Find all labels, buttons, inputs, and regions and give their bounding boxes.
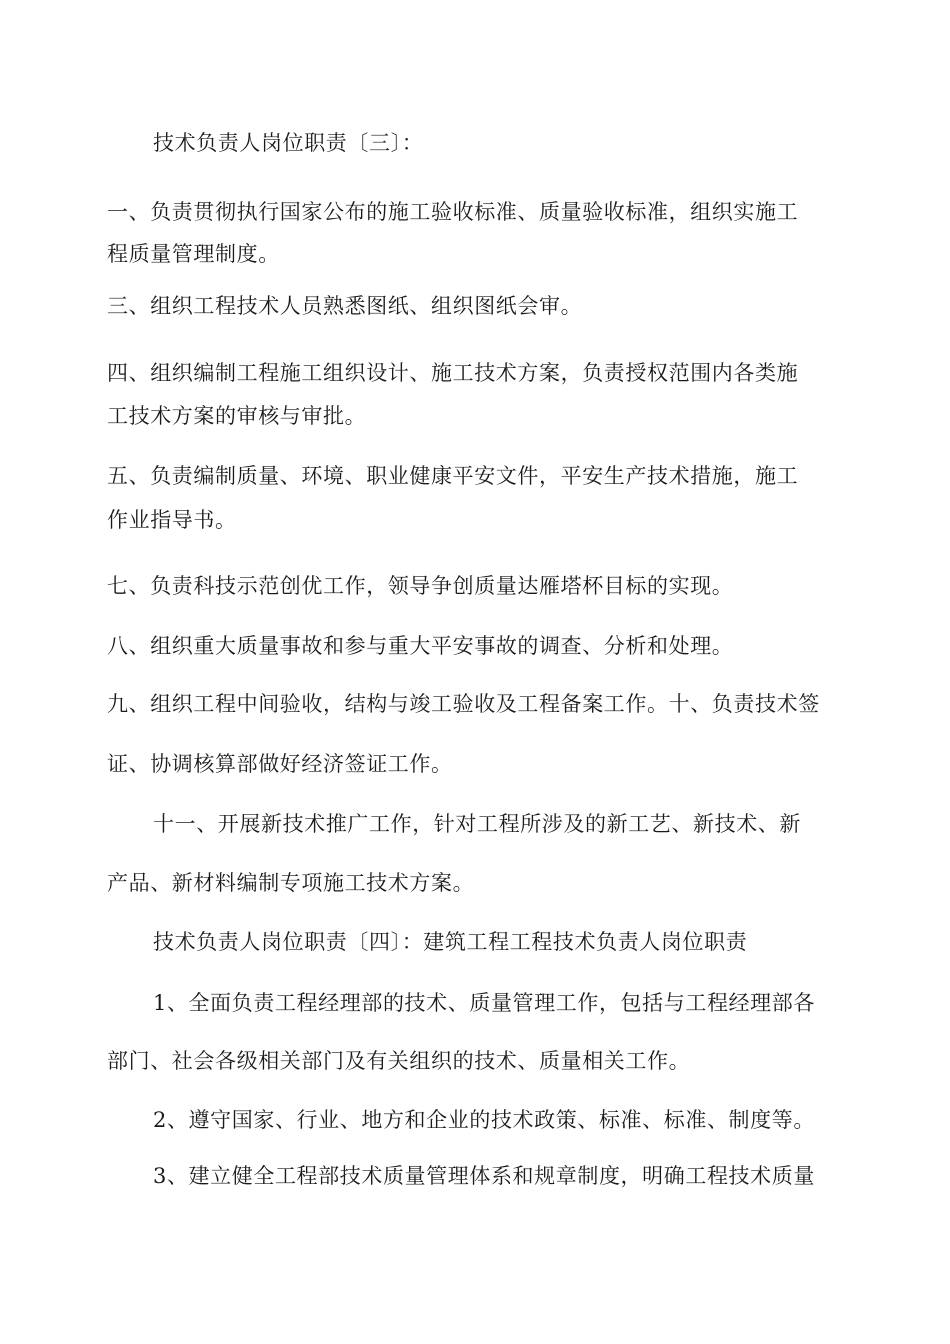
paragraph-line: 证、协调核算部做好经济签证工作。 xyxy=(107,752,453,776)
paragraph-line: 1、全面负责工程经理部的技术、质量管理工作，包括与工程经理部各 xyxy=(153,991,815,1015)
paragraph-line: 四、组织编制工程施工组织设计、施工技术方案，负责授权范围内各类施 xyxy=(107,361,799,385)
paragraph-line: 五、负责编制质量、环境、职业健康平安文件，平安生产技术措施，施工 xyxy=(107,464,799,488)
paragraph-line: 十一、开展新技术推广工作，针对工程所涉及的新工艺、新技术、新 xyxy=(153,812,801,836)
paragraph-line: 一、负责贯彻执行国家公布的施工验收标准、质量验收标准，组织实施工 xyxy=(107,200,799,224)
paragraph-line: 作业指导书。 xyxy=(107,508,237,532)
paragraph-line: 部门、社会各级相关部门及有关组织的技术、质量相关工作。 xyxy=(107,1049,691,1073)
paragraph-line: 九、组织工程中间验收，结构与竣工验收及工程备案工作。十、负责技术签 xyxy=(107,692,820,716)
paragraph-line: 程质量管理制度。 xyxy=(107,242,280,266)
paragraph-line: 八、组织重大质量事故和参与重大平安事故的调查、分析和处理。 xyxy=(107,634,734,658)
paragraph-line: 七、负责科技示范创优工作，领导争创质量达雁塔杯目标的实现。 xyxy=(107,574,734,598)
paragraph-line: 产品、新材料编制专项施工技术方案。 xyxy=(107,871,475,895)
section-heading-3: 技术负责人岗位职责〔三〕： xyxy=(153,131,424,155)
paragraph-line: 2、遵守国家、行业、地方和企业的技术政策、标准、标准、制度等。 xyxy=(153,1108,815,1132)
paragraph-line: 三、组织工程技术人员熟悉图纸、组织图纸会审。 xyxy=(107,294,583,318)
section-heading-4: 技术负责人岗位职责〔四〕：建筑工程工程技术负责人岗位职责 xyxy=(153,930,748,954)
paragraph-line: 工技术方案的审核与审批。 xyxy=(107,404,367,428)
paragraph-line: 3、建立健全工程部技术质量管理体系和规章制度，明确工程技术质量 xyxy=(153,1164,815,1188)
